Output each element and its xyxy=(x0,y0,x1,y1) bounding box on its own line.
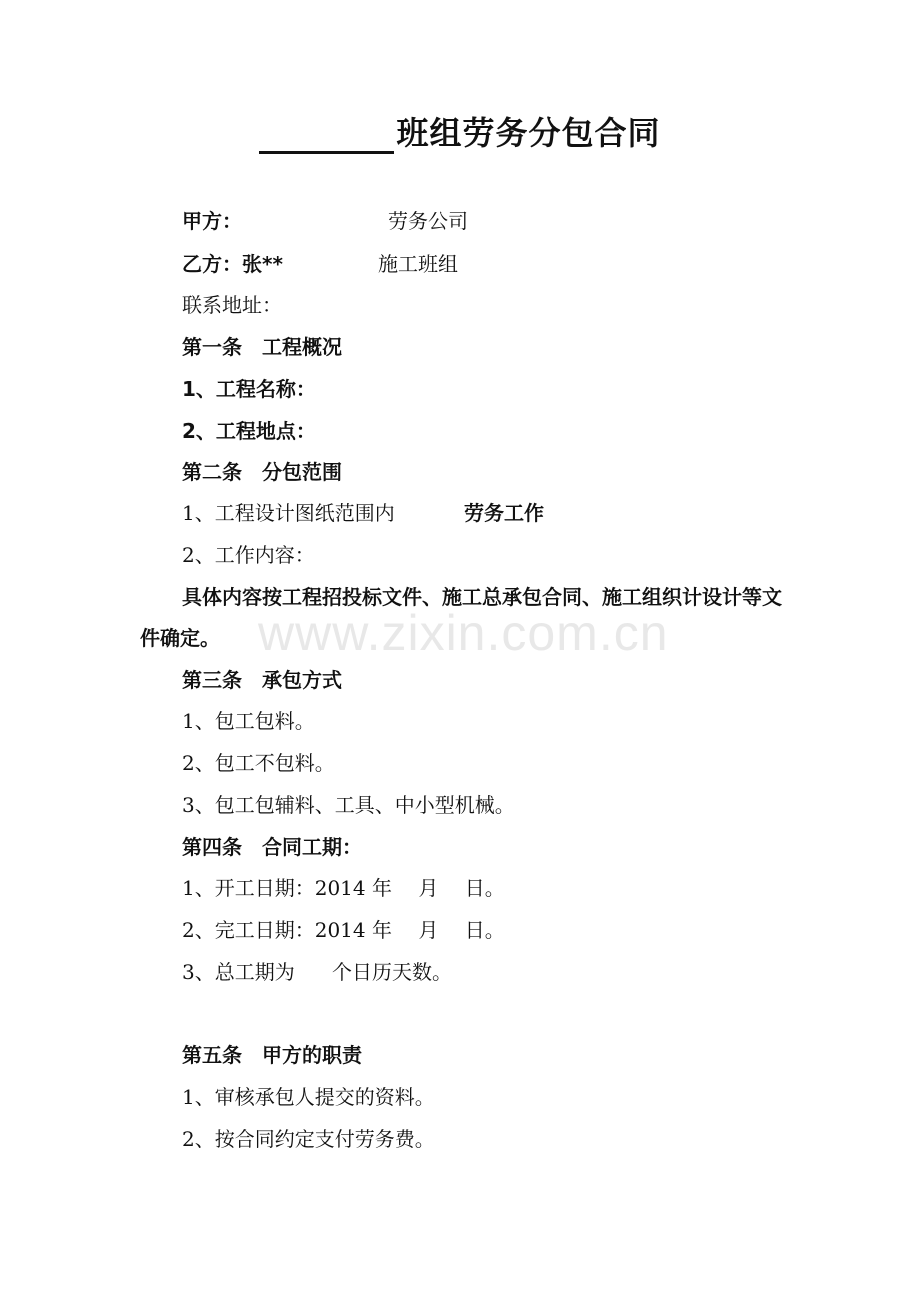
party-a-value: 劳务公司 xyxy=(388,209,468,233)
article2-paragraph: 具体内容按工程招投标文件、施工总承包合同、施工组织计设计等文件确定。 xyxy=(140,585,782,650)
article2-heading: 第二条 分包范围 xyxy=(182,460,342,484)
article4-item3 xyxy=(182,959,452,985)
article2-item1-right: 劳务工作 xyxy=(464,501,544,525)
title-text: 班组劳务分包合同 xyxy=(396,114,661,152)
party-b-line xyxy=(182,251,458,277)
article1-item1: 1、工程名称： xyxy=(182,377,316,401)
article4-item2: 2、完工日期：2014 年 月 日。 xyxy=(182,918,505,942)
article4-item3-left: 3、总工期为 xyxy=(182,960,295,984)
article3-item2: 2、包工不包料。 xyxy=(182,751,335,775)
article3-item1: 1、包工包料。 xyxy=(182,709,315,733)
article4-heading: 第四条 合同工期： xyxy=(182,835,362,859)
article5-heading: 第五条 甲方的职责 xyxy=(182,1043,362,1067)
address-line xyxy=(182,292,282,318)
party-b-value: 施工班组 xyxy=(378,252,458,276)
document-title xyxy=(0,108,920,154)
article2-item2 xyxy=(182,542,315,568)
article4-item3-right: 个日历天数。 xyxy=(332,960,452,984)
article1-heading: 第一条 工程概况 xyxy=(182,335,342,359)
article3-heading: 第三条 承包方式 xyxy=(182,668,342,692)
title-blank-underline xyxy=(259,117,394,154)
party-a-line xyxy=(182,208,468,234)
article3-item3: 3、包工包辅料、工具、中小型机械。 xyxy=(182,793,515,817)
watermark: www.zixin.com.cn xyxy=(258,605,669,661)
article4-item1: 1、开工日期：2014 年 月 日。 xyxy=(182,876,505,900)
article2-item1 xyxy=(182,500,544,526)
party-a-label: 甲方： xyxy=(182,209,242,233)
article2-item1-left: 1、工程设计图纸范围内 xyxy=(182,501,395,525)
article2-item2-text: 2、工作内容： xyxy=(182,543,315,567)
article5-item2: 2、按合同约定支付劳务费。 xyxy=(182,1127,435,1151)
article1-item2: 2、工程地点： xyxy=(182,419,316,443)
article5-item1: 1、审核承包人提交的资料。 xyxy=(182,1085,435,1109)
address-label: 联系地址： xyxy=(182,293,282,317)
party-b-label: 乙方：张** xyxy=(182,252,283,276)
